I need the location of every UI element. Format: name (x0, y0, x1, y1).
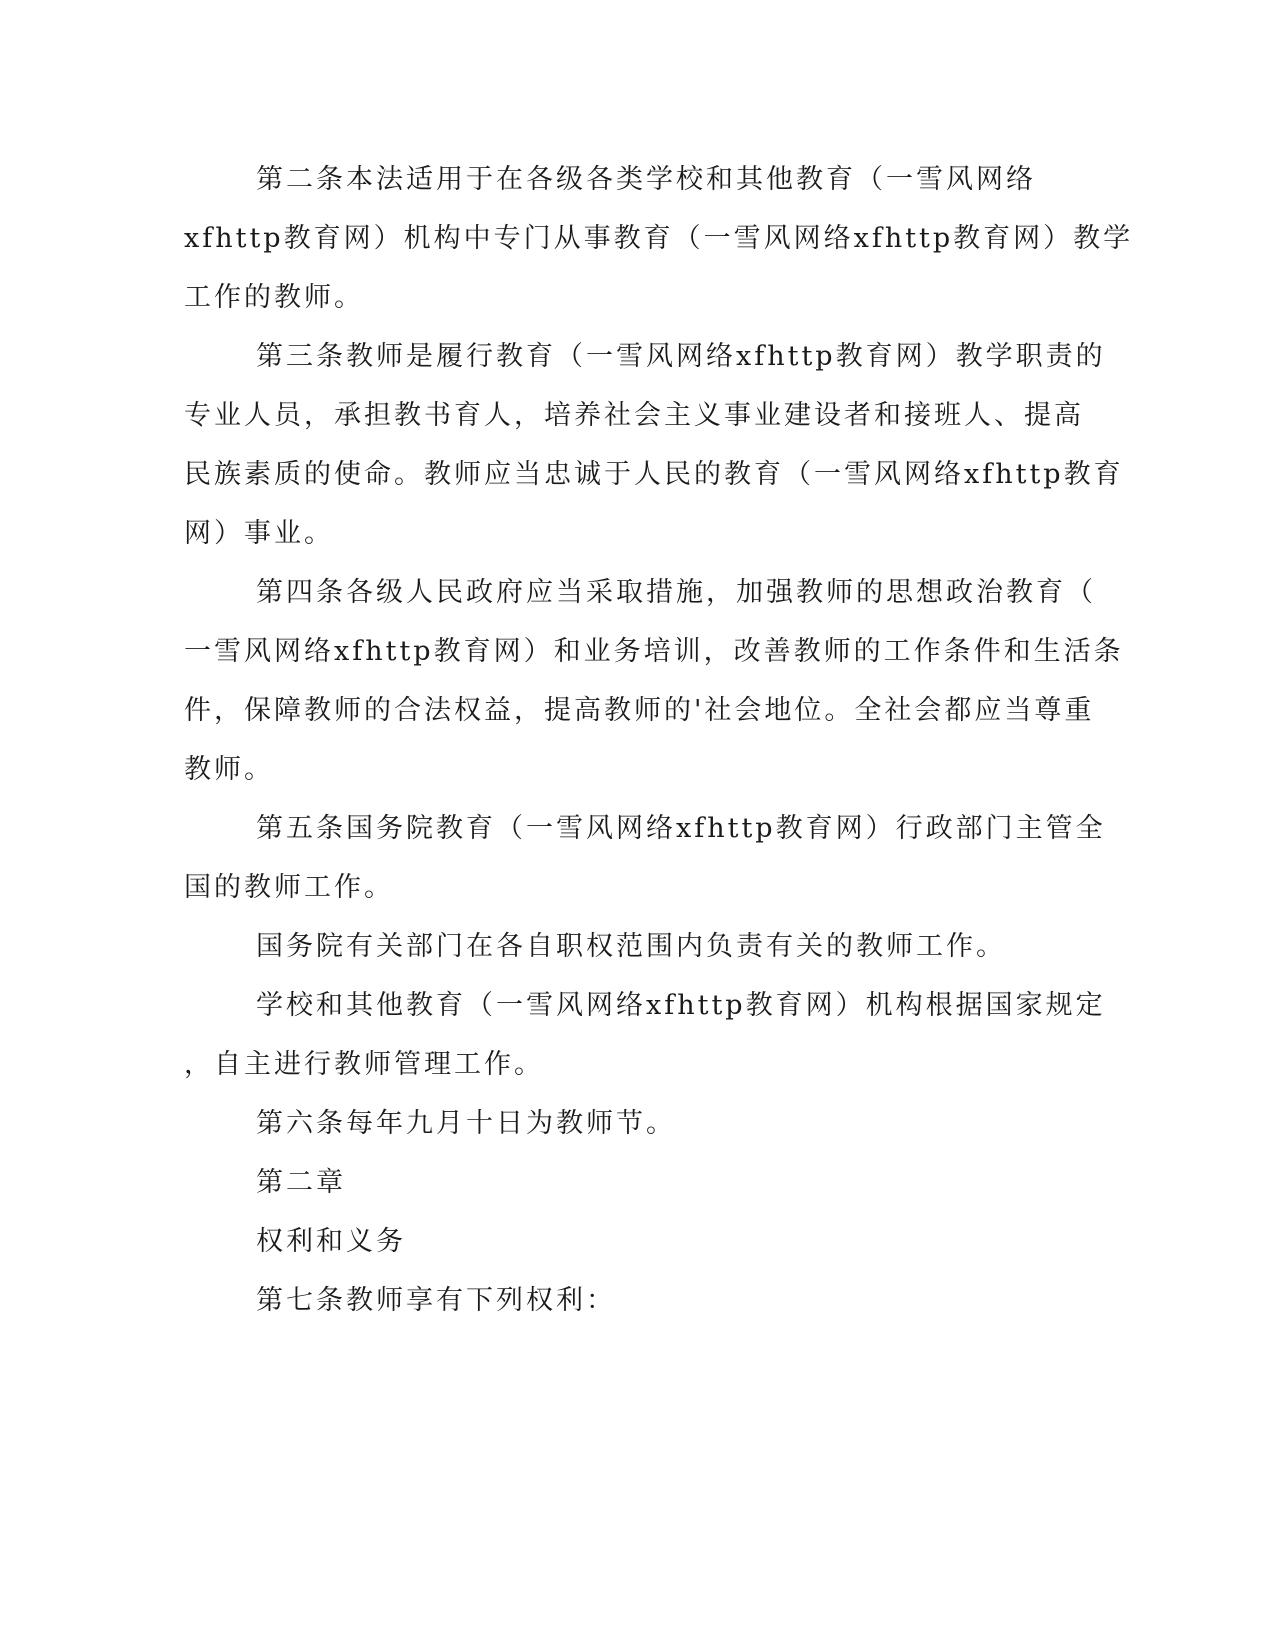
text-line: 民族素质的使命。教师应当忠诚于人民的教育（一雪风网络xfhttp教育 (184, 459, 1124, 490)
text-line: 第三条教师是履行教育（一雪风网络xfhttp教育网）教学职责的 (256, 341, 1106, 372)
text-line: 工作的教师。 (184, 282, 364, 313)
text-line: 国务院有关部门在各自职权范围内负责有关的教师工作。 (256, 931, 1006, 962)
text-line: 国的教师工作。 (184, 872, 394, 903)
text-line: 第六条每年九月十日为教师节。 (256, 1108, 676, 1139)
chapter-title: 权利和义务 (256, 1226, 406, 1257)
text-line: 件，保障教师的合法权益，提高教师的'社会地位。全社会都应当尊重 (184, 695, 1095, 726)
text-line: 专业人员，承担教书育人，培养社会主义事业建设者和接班人、提高 (184, 400, 1084, 431)
text-line: 第七条教师享有下列权利： (256, 1285, 616, 1316)
text-line: 第四条各级人民政府应当采取措施，加强教师的思想政治教育（ (256, 577, 1096, 608)
text-line: ，自主进行教师管理工作。 (184, 1049, 544, 1080)
text-line: 一雪风网络xfhttp教育网）和业务培训，改善教师的工作条件和生活条 (184, 636, 1124, 667)
text-line: 学校和其他教育（一雪风网络xfhttp教育网）机构根据国家规定 (256, 990, 1106, 1021)
text-line: 第五条国务院教育（一雪风网络xfhttp教育网）行政部门主管全 (256, 813, 1106, 844)
text-line: xfhttp教育网）机构中专门从事教育（一雪风网络xfhttp教育网）教学 (184, 223, 1134, 254)
chapter-heading: 第二章 (256, 1167, 346, 1198)
text-line: 教师。 (184, 754, 274, 785)
text-line: 网）事业。 (184, 518, 334, 549)
text-line: 第二条本法适用于在各级各类学校和其他教育（一雪风网络 (256, 164, 1036, 195)
